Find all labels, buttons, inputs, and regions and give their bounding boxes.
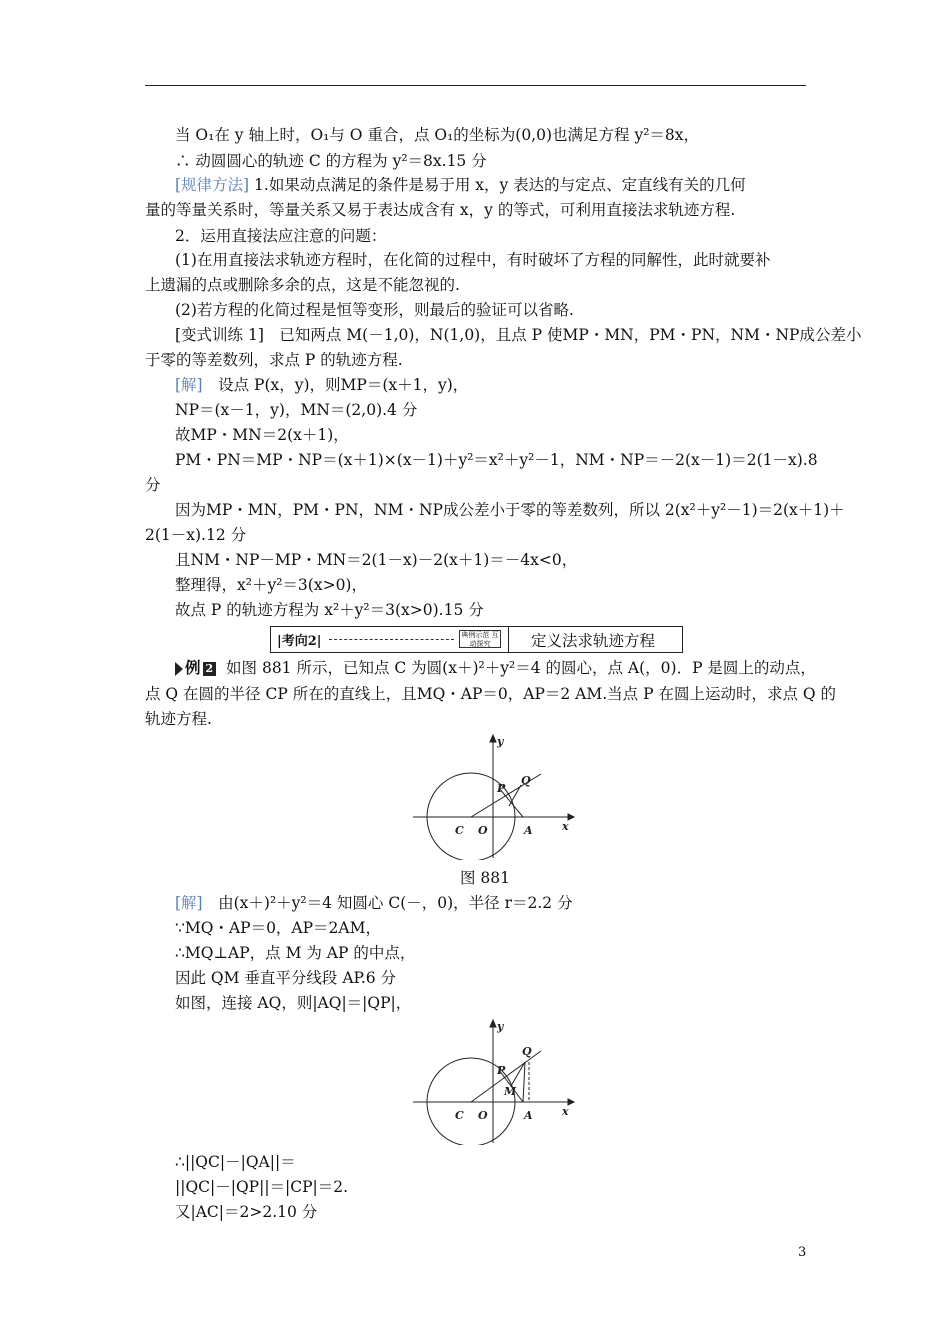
- text-line: ∴||QC|－|QA||＝: [175, 1153, 296, 1171]
- text-line: 2．运用直接法应注意的问题：: [175, 227, 387, 245]
- text-line: 因为MP・MN，PM・PN，NM・NP成公差小于零的等差数列，所以 2(x²＋y²－1)＝2(x＋1)＋: [175, 501, 845, 519]
- text-line: [175, 175, 746, 195]
- label-m: M: [504, 1085, 517, 1098]
- figure-881: [405, 730, 580, 860]
- y-axis-arrow-icon: [490, 1020, 496, 1027]
- example-number: 2: [203, 662, 217, 676]
- text-line: 点 Q 在圆的半径 CP 所在的直线上，且MQ・AP＝0，AP＝2 AM.当点 P 在圆上运动时，求点 Q 的: [145, 685, 837, 703]
- x-axis-arrow-icon: [568, 814, 574, 820]
- example-label: 例: [185, 658, 201, 677]
- section-divider: [508, 626, 509, 653]
- section-label: |考向2|: [277, 634, 322, 649]
- text-line: 当 O₁在 y 轴上时，O₁与 O 重合，点 O₁的坐标为(0,0)也满足方程 y²＝8x，: [175, 126, 700, 144]
- text-line: ∵MQ・AP＝0，AP＝2AM，: [175, 919, 381, 937]
- text-segment: 如图 881 所示，已知点 C 为圆(x＋)²＋y²＝4 的圆心，点 A(，0)．P 是圆上的动点，: [226, 659, 816, 677]
- text-line: [175, 375, 468, 395]
- text-line: NP＝(x－1，y)，MN＝(2,0).4 分: [175, 401, 418, 419]
- label-p: P: [497, 782, 506, 795]
- section-title: 定义法求轨迹方程: [531, 632, 656, 650]
- solution-tag: [解]: [175, 376, 203, 394]
- x-axis-arrow-icon: [568, 1099, 574, 1105]
- text-line: ∴ 动圆圆心的轨迹 C 的方程为 y²＝8x.15 分: [175, 152, 487, 170]
- header-rule: [145, 85, 806, 86]
- label-o: O: [478, 1109, 488, 1122]
- text-line: PM・PN＝MP・NP＝(x＋1)×(x－1)＋y²＝x²＋y²－1，NM・NP＝－2(x－1)＝2(1－x).8: [175, 451, 818, 469]
- text-line: 分: [145, 476, 161, 494]
- label-o: O: [478, 824, 488, 837]
- text-line: 因此 QM 垂直平分线段 AP.6 分: [175, 969, 397, 987]
- example-badge: [175, 658, 216, 678]
- label-x: x: [562, 1105, 569, 1118]
- text-line: 故点 P 的轨迹方程为 x²＋y²＝3(x>0).15 分: [175, 601, 484, 619]
- text-line: [175, 658, 816, 678]
- text-line: 故MP・MN＝2(x＋1)，: [175, 426, 349, 444]
- text-line: 于零的等差数列，求点 P 的轨迹方程.: [145, 351, 403, 369]
- solution-tag: [解]: [175, 894, 203, 912]
- text-line: 整理得，x²＋y²＝3(x>0)，: [175, 576, 367, 594]
- text-line: ∴MQ⊥AP，点 M 为 AP 的中点，: [175, 944, 416, 962]
- section-mini-label: 典例示范 互动探究: [459, 630, 501, 648]
- line-qa: [523, 1062, 525, 1102]
- text-segment: 由(x＋)²＋y²＝4 知圆心 C(－，0)，半径 r＝2.2 分: [202, 894, 573, 912]
- label-p: P: [497, 1064, 506, 1077]
- text-segment: 1.如果动点满足的条件是易于用 x，y 表达的与定点、定直线有关的几何: [249, 176, 746, 194]
- text-line: 量的等量关系时，等量关系又易于表达成含有 x，y 的等式，可利用直接法求轨迹方程.: [145, 201, 736, 219]
- label-a: A: [524, 824, 533, 837]
- label-c: C: [455, 824, 464, 837]
- text-line: 上遗漏的点或删除多余的点，这是不能忽视的.: [145, 276, 460, 294]
- text-line: ||QC|－|QP||＝|CP|＝2.: [175, 1178, 349, 1196]
- label-a: A: [524, 1109, 533, 1122]
- text-line: (1)在用直接法求轨迹方程时，在化简的过程中，有时破坏了方程的同解性，此时就要补: [175, 251, 771, 269]
- label-c: C: [455, 1109, 464, 1122]
- label-x: x: [562, 820, 569, 833]
- text-line: 2(1－x).12 分: [145, 526, 247, 544]
- figure-caption: 图 881: [460, 869, 511, 887]
- page-number: 3: [798, 1245, 807, 1260]
- label-y: y: [497, 735, 504, 748]
- line-qm: [511, 1062, 525, 1086]
- triangle-icon: [175, 662, 183, 676]
- label-q: Q: [522, 1045, 532, 1058]
- text-line: 又|AC|＝2>2.10 分: [175, 1203, 318, 1221]
- text-line: [175, 893, 573, 913]
- label-y: y: [497, 1020, 504, 1033]
- text-line: 轨迹方程.: [145, 710, 212, 728]
- text-segment: 设点 P(x，y)，则MP＝(x＋1，y)，: [202, 376, 469, 394]
- y-axis-arrow-icon: [490, 735, 496, 742]
- line-qm: [509, 785, 521, 806]
- method-tag: [规律方法]: [175, 176, 250, 194]
- label-q: Q: [521, 774, 531, 787]
- text-line: [变式训练 1] 已知两点 M(－1,0)，N(1,0)，且点 P 使MP・MN，PM・PN，NM・NP成公差小: [175, 326, 862, 344]
- section-dash: [329, 639, 454, 640]
- text-line: 如图，连接 AQ，则|AQ|＝|QP|，: [175, 994, 412, 1012]
- text-line: (2)若方程的化简过程是恒等变形，则最后的验证可以省略.: [175, 301, 574, 319]
- text-line: 且NM・NP－MP・MN＝2(1－x)－2(x＋1)＝－4x<0，: [175, 551, 578, 569]
- section-header-box: [270, 626, 683, 653]
- figure-2: [405, 1015, 580, 1145]
